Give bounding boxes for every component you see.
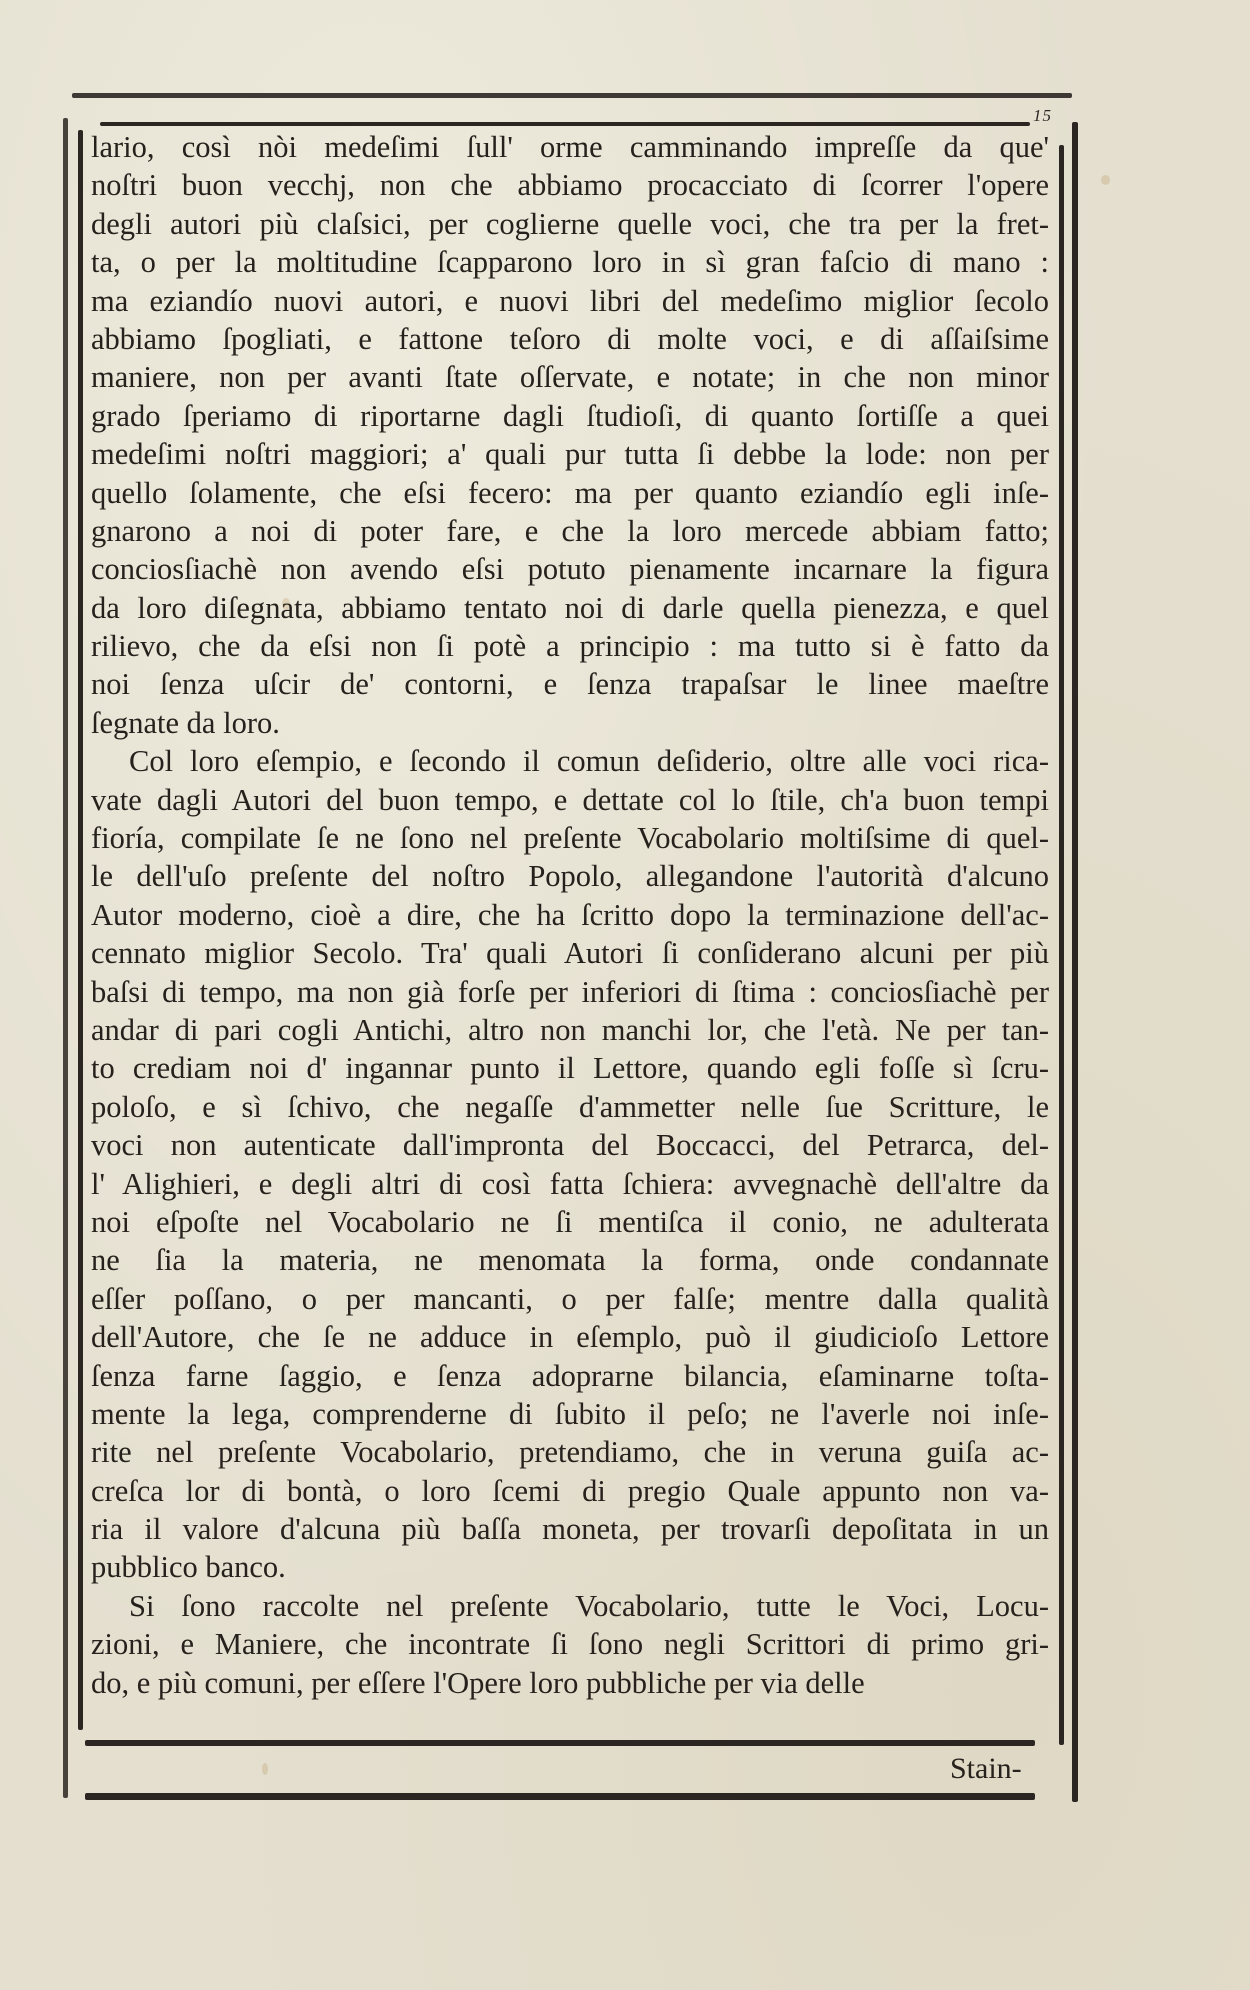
paragraph xyxy=(91,1587,1049,1702)
page-number: 15 xyxy=(1033,106,1052,125)
text-line: baſsi di tempo, ma non già forſe per inferiori di ſtima : conciosſiachè per xyxy=(91,974,1049,1009)
top-outer-rule xyxy=(72,93,1072,98)
text-line: maniere, non per avanti ſtate oſſervate, e notate; in che non minor xyxy=(91,360,1049,395)
text-line: pubblico banco. xyxy=(91,1550,286,1585)
text-line: quello ſolamente, che eſsi fecero: ma per quanto eziandío egli inſe- xyxy=(91,475,1049,510)
text-line: lario, così nòi medeſimi ſull' orme camminando impreſſe da que' xyxy=(91,130,1049,164)
text-line: conciosſiachè non avendo eſsi potuto pienamente incarnare la figura xyxy=(91,552,1049,587)
text-line: medeſimi noſtri maggiori; a' quali pur tutta ſi debbe la lode: non per xyxy=(91,437,1049,472)
text-line: grado ſperiamo di riportarne dagli ſtudioſi, di quanto ſortiſſe a quei xyxy=(91,398,1049,433)
text-line: rite nel preſente Vocabolario, pretendiamo, che in veruna guiſa ac- xyxy=(91,1435,1049,1470)
right-outer-border xyxy=(1072,122,1078,1802)
text-line: gnarono a noi di poter fare, e che la loro mercede abbiam fatto; xyxy=(91,513,1049,548)
text-line: creſca lor di bontà, o loro ſcemi di pregio Quale appunto non va- xyxy=(91,1473,1049,1508)
text-line: noi ſenza uſcir de' contorni, e ſenza trapaſsar le linee maeſtre xyxy=(91,667,1049,702)
text-line: ria il valore d'alcuna più baſſa moneta, per trovarſi depoſitata in un xyxy=(91,1512,1049,1547)
right-inner-border xyxy=(1059,145,1064,1745)
text-line: noſtri buon vecchj, non che abbiamo procacciato di ſcorrer l'opere xyxy=(91,168,1049,203)
text-line: Autor moderno, cioè a dire, che ha ſcritto dopo la terminazione dell'ac- xyxy=(91,897,1049,932)
catchword: Stain- xyxy=(950,1752,1022,1785)
left-inner-border xyxy=(78,130,83,1730)
top-inner-rule xyxy=(100,122,1030,126)
bottom-inner-rule xyxy=(85,1740,1035,1746)
text-line: cennato miglior Secolo. Tra' quali Autori ſi conſiderano alcuni per più xyxy=(91,936,1049,971)
text-line: poloſo, e sì ſchivo, che negaſſe d'ammetter nelle ſue Scritture, le xyxy=(91,1089,1049,1124)
text-line: l' Alighieri, e degli altri di così fatta ſchiera: avvegnachè dell'altre da xyxy=(91,1166,1049,1201)
text-line: eſſer poſſano, o per mancanti, o per falſe; mentre dalla qualità xyxy=(91,1281,1049,1316)
text-line: noi eſpoſte nel Vocabolario ne ſi mentiſca il conio, ne adulterata xyxy=(91,1204,1049,1239)
paragraph xyxy=(91,128,1049,742)
text-line: voci non autenticate dall'impronta del Boccacci, del Petrarca, del- xyxy=(91,1128,1049,1163)
text-line: zioni, e Maniere, che incontrate ſi ſono negli Scrittori di primo gri- xyxy=(91,1627,1049,1662)
text-line: abbiamo ſpogliati, e fattone teſoro di molte voci, e di aſſaiſsime xyxy=(91,321,1049,356)
text-line: ma eziandío nuovi autori, e nuovi libri del medeſimo miglior ſecolo xyxy=(91,283,1049,318)
text-line: rilievo, che da eſsi non ſi potè a principio : ma tutto si è fatto da xyxy=(91,629,1049,664)
text-line: to crediam noi d' ingannar punto il Lettore, quando egli foſſe sì ſcru- xyxy=(91,1051,1049,1086)
text-line: ſegnate da loro. xyxy=(91,705,280,740)
text-line: ſenza farne ſaggio, e ſenza adoprarne bilancia, eſaminarne toſta- xyxy=(91,1358,1049,1393)
text-line: le dell'uſo preſente del noſtro Popolo, allegandone l'autorità d'alcuno xyxy=(91,859,1049,894)
text-line: fioría, compilate ſe ne ſono nel preſente Vocabolario moltiſsime di quel- xyxy=(91,821,1049,856)
text-line: vate dagli Autori del buon tempo, e dettate col lo ſtile, ch'a buon tempi xyxy=(91,782,1049,817)
text-line: da loro diſegnata, abbiamo tentato noi di darle quella pienezza, e quel xyxy=(91,590,1049,625)
paper-stain xyxy=(1101,175,1110,185)
paragraph xyxy=(91,742,1049,1587)
left-outer-border xyxy=(63,118,68,1798)
text-line: ta, o per la moltitudine ſcapparono loro in sì gran faſcio di mano : xyxy=(91,245,1049,280)
text-line: ne ſia la materia, ne menomata la forma, onde condannate xyxy=(91,1243,1049,1278)
text-line: degli autori più claſsici, per coglierne quelle voci, che tra per la fret- xyxy=(91,206,1049,241)
body-text xyxy=(91,128,1049,1702)
text-line: do, e più comuni, per eſſere l'Opere loro pubbliche per via delle xyxy=(91,1665,865,1700)
text-line: dell'Autore, che ſe ne adduce in eſemplo, può il giudicioſo Lettore xyxy=(91,1320,1049,1355)
bottom-outer-rule xyxy=(85,1793,1035,1800)
paper-stain xyxy=(262,1763,268,1775)
text-line: andar di pari cogli Antichi, altro non manchi lor, che l'età. Ne per tan- xyxy=(91,1012,1049,1047)
text-line: Col loro eſempio, e ſecondo il comun deſiderio, oltre alle voci rica- xyxy=(129,744,1049,779)
text-line: Si ſono raccolte nel preſente Vocabolario, tutte le Voci, Locu- xyxy=(129,1588,1049,1623)
text-line: mente la lega, comprenderne di ſubito il peſo; ne l'averle noi inſe- xyxy=(91,1396,1049,1431)
